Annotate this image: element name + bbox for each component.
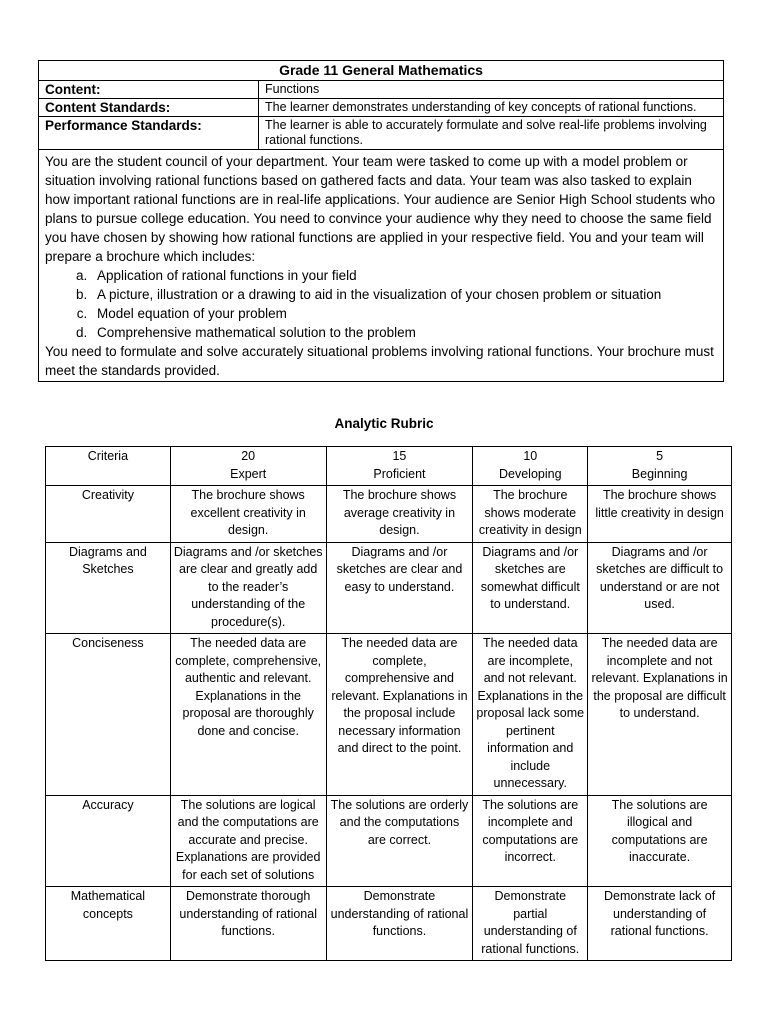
rubric-cell: The needed data are incomplete and not relevant. Explanations in the proposal are difficult to understand.	[588, 634, 732, 796]
rubric-row-conciseness	[46, 634, 732, 796]
level-name: Developing	[498, 466, 562, 481]
rubric-cell: Demonstrate thorough understanding of rational functions.	[170, 887, 326, 961]
task-item: c. Model equation of your problem	[91, 304, 717, 323]
rubric-cell: Demonstrate understanding of rational functions.	[326, 887, 473, 961]
rubric-title: Analytic Rubric	[334, 416, 434, 431]
task-item: a. Application of rational functions in your field	[91, 266, 717, 285]
level-points: 15	[392, 449, 407, 463]
rubric-cell: Diagrams and /or sketches are clear and easy to understand.	[326, 542, 473, 634]
criteria-header: Criteria	[46, 447, 171, 486]
document-title: Grade 11 General Mathematics	[39, 61, 724, 81]
rubric-table	[45, 446, 732, 961]
rubric-row-diagrams	[46, 542, 732, 634]
content-value: Functions	[259, 81, 724, 99]
rubric-cell: Diagrams and /or sketches are difficult to understand or are not used.	[588, 542, 732, 634]
rubric-cell: The brochure shows moderate creativity in design	[473, 486, 588, 543]
level-header-developing	[473, 447, 588, 486]
task-item: d. Comprehensive mathematical solution to the problem	[91, 323, 717, 342]
criterion-label: Mathematical concepts	[46, 887, 171, 961]
content-standards-label: Content Standards:	[39, 99, 259, 117]
level-name: Proficient	[373, 466, 426, 481]
rubric-cell: The needed data are complete, comprehensive, authentic and relevant. Explanations in the proposal are thoroughly done and concise.	[170, 634, 326, 796]
rubric-cell: The brochure shows little creativity in design	[588, 486, 732, 543]
rubric-cell: Demonstrate partial understanding of rational functions.	[473, 887, 588, 961]
rubric-row-accuracy	[46, 795, 732, 887]
criterion-label: Accuracy	[46, 795, 171, 887]
level-points: 5	[656, 449, 664, 463]
task-items-list	[45, 266, 717, 342]
rubric-cell: Diagrams and /or sketches are somewhat difficult to understand.	[473, 542, 588, 634]
rubric-cell: The solutions are logical and the computations are accurate and precise. Explanations are provided for each set of solutions	[170, 795, 326, 887]
content-label: Content:	[39, 81, 259, 99]
level-points: 20	[241, 449, 256, 463]
criterion-label: Diagrams and Sketches	[46, 542, 171, 634]
rubric-header-row	[46, 447, 732, 486]
rubric-cell: Diagrams and /or sketches are clear and greatly add to the reader’s understanding of the procedure(s).	[170, 542, 326, 634]
rubric-cell: The solutions are orderly and the computations are correct.	[326, 795, 473, 887]
criterion-label: Conciseness	[46, 634, 171, 796]
info-table	[38, 60, 724, 382]
performance-standards-value: The learner is able to accurately formulate and solve real-life problems involving rational functions.	[259, 117, 724, 150]
content-standards-value: The learner demonstrates understanding of key concepts of rational functions.	[259, 99, 724, 117]
rubric-cell: The solutions are incomplete and computations are incorrect.	[473, 795, 588, 887]
level-name: Expert	[230, 466, 267, 481]
level-name: Beginning	[631, 466, 688, 481]
task-outro: You need to formulate and solve accurately situational problems involving rational functions. Your brochure must meet the standards provided.	[45, 344, 714, 378]
level-header-proficient	[326, 447, 473, 486]
rubric-cell: The brochure shows average creativity in design.	[326, 486, 473, 543]
rubric-cell: The solutions are illogical and computations are inaccurate.	[588, 795, 732, 887]
criterion-label: Creativity	[46, 486, 171, 543]
task-description	[39, 150, 724, 382]
rubric-cell: The needed data are incomplete, and not relevant. Explanations in the proposal lack some pertinent information and include unnecessary.	[473, 634, 588, 796]
rubric-cell: Demonstrate lack of understanding of rational functions.	[588, 887, 732, 961]
rubric-row-mathematical-concepts	[46, 887, 732, 961]
rubric-row-creativity	[46, 486, 732, 543]
performance-standards-label: Performance Standards:	[39, 117, 259, 150]
rubric-cell: The brochure shows excellent creativity in design.	[170, 486, 326, 543]
task-intro: You are the student council of your department. Your team were tasked to come up with a model problem or situation involving rational functions based on gathered facts and data. Your team was also tasked to explain how important rational functions are in real-life applications. Your audience are Senior High School students who plans to pursue college education. You need to convince your audience why they need to choose the same field you have chosen by showing how rational functions are applied in your respective field. You and your team will prepare a brochure which includes:	[45, 154, 716, 264]
rubric-cell: The needed data are complete, comprehensive and relevant. Explanations in the proposal include necessary information and direct to the point.	[326, 634, 473, 796]
level-header-beginning	[588, 447, 732, 486]
level-points: 10	[523, 449, 538, 463]
level-header-expert	[170, 447, 326, 486]
task-item: b. A picture, illustration or a drawing to aid in the visualization of your chosen problem or situation	[91, 285, 717, 304]
